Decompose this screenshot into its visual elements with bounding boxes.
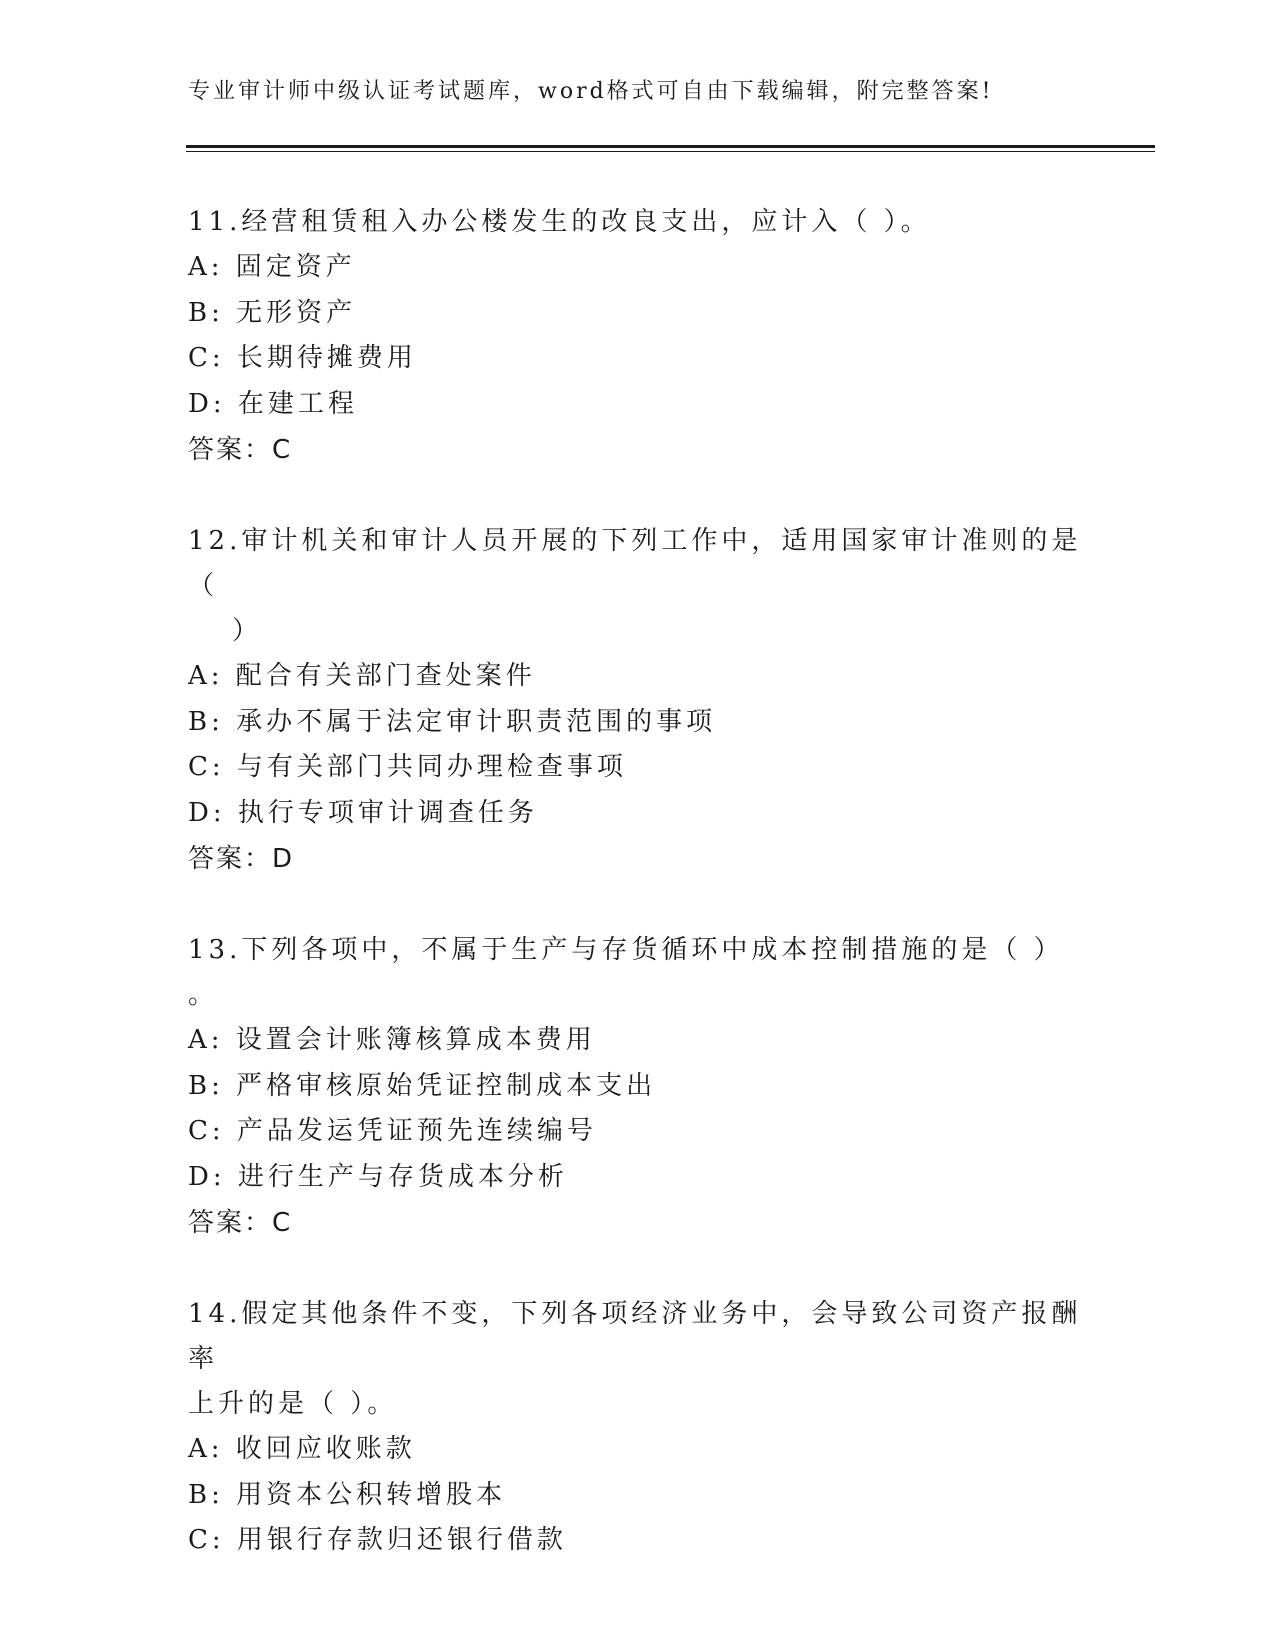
question-stem: 13.下列各项中，不属于生产与存货循环中成本控制措施的是（ ） <box>188 935 1064 965</box>
option-d: D: 在建工程 <box>188 388 358 419</box>
option-b: B: 承办不属于法定审计职责范围的事项 <box>188 706 717 737</box>
option-b: B: 无形资产 <box>188 297 357 328</box>
option-c: C: 用银行存款归还银行借款 <box>188 1525 567 1555</box>
question-stem: 12.审计机关和审计人员开展的下列工作中，适用国家审计准则的是（ <box>188 526 1082 601</box>
question-stem-continued: ） <box>232 616 263 646</box>
question-stem: 14.假定其他条件不变，下列各项经济业务中，会导致公司资产报酬率 <box>188 1299 1082 1374</box>
option-c: C: 与有关部门共同办理检查事项 <box>188 752 627 782</box>
option-d: D: 进行生产与存货成本分析 <box>188 1161 568 1192</box>
option-b: B: 用资本公积转增股本 <box>188 1479 507 1510</box>
question-12 <box>188 519 1088 882</box>
option-b: B: 严格审核原始凭证控制成本支出 <box>188 1070 657 1101</box>
option-d: D: 执行专项审计调查任务 <box>188 797 538 828</box>
question-stem: 11.经营租赁租入办公楼发生的改良支出，应计入（ ）。 <box>188 207 931 237</box>
question-11 <box>188 200 1088 473</box>
header-rule-thick <box>186 145 1155 148</box>
option-c: C: 长期待摊费用 <box>188 343 417 373</box>
option-a: A: 收回应收账款 <box>188 1434 416 1464</box>
option-c: C: 产品发运凭证预先连续编号 <box>188 1116 597 1146</box>
question-14 <box>188 1292 1088 1564</box>
option-a: A: 配合有关部门查处案件 <box>188 661 536 691</box>
header-rule-thin <box>186 151 1155 152</box>
answer: 答案：C <box>188 1208 293 1238</box>
option-a: A: 固定资产 <box>188 252 356 282</box>
question-stem-continued: 上升的是（ ）。 <box>188 1389 398 1419</box>
option-a: A: 设置会计账簿核算成本费用 <box>188 1025 596 1055</box>
question-13 <box>188 928 1088 1246</box>
answer: 答案：D <box>188 844 295 874</box>
question-list <box>188 200 1088 1610</box>
page-header: 专业审计师中级认证考试题库，word格式可自由下载编辑，附完整答案! <box>188 79 994 104</box>
question-stem-continued: 。 <box>188 980 219 1010</box>
answer: 答案：C <box>188 435 293 465</box>
